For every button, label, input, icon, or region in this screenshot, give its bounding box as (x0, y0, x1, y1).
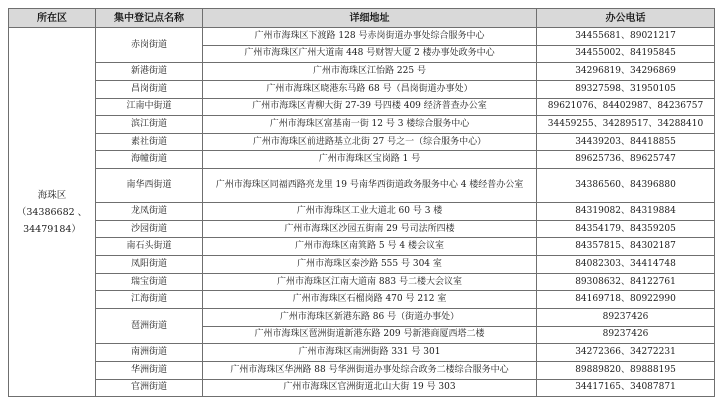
point-phone: 84169718、80922990 (537, 291, 715, 309)
point-address: 广州市海珠区宝岗路 1 号 (203, 151, 537, 169)
district-cell (9, 28, 96, 397)
point-name: 南洲街道 (96, 344, 203, 362)
point-phone: 89237426 (537, 326, 715, 344)
point-phone: 34272366、34272231 (537, 344, 715, 362)
point-name: 凤阳街道 (96, 256, 203, 274)
point-address: 广州市海珠区华洲路 88 号华洲街道办事处综合政务二楼综合服务中心 (203, 361, 537, 379)
point-phone: 34439203、84418855 (537, 133, 715, 151)
point-phone: 89327598、31950105 (537, 80, 715, 98)
table-row (9, 220, 715, 238)
table-row (9, 28, 715, 46)
point-name: 南华西街道 (96, 169, 203, 203)
point-phone: 34417165、34087871 (537, 379, 715, 397)
point-name: 滨江街道 (96, 116, 203, 134)
table-row (9, 116, 715, 134)
point-phone: 89237426 (537, 308, 715, 326)
point-name: 新港街道 (96, 63, 203, 81)
point-address: 广州市海珠区广州大道南 448 号财智大厦 2 楼办事处政务中心 (203, 45, 537, 63)
point-address: 广州市海珠区官洲街道北山大街 19 号 303 (203, 379, 537, 397)
point-address: 广州市海珠区富基南一街 12 号 3 楼综合服务中心 (203, 116, 537, 134)
point-address: 广州市海珠区琶洲街道新港东路 209 号新港商厦西塔二楼 (203, 326, 537, 344)
table-row (9, 361, 715, 379)
table-row (9, 256, 715, 274)
point-name: 江海街道 (96, 291, 203, 309)
registration-table-container (8, 8, 715, 397)
point-address: 广州市海珠区江怡路 225 号 (203, 63, 537, 81)
header-address: 详细地址 (203, 9, 537, 28)
point-address: 广州市海珠区江南大道南 883 号二楼大会议室 (203, 273, 537, 291)
point-address: 广州市海珠区南洲街路 331 号 301 (203, 344, 537, 362)
table-row (9, 169, 715, 203)
point-address: 广州市海珠区同福西路亮龙里 19 号南华西街道政务服务中心 4 楼经普办公室 (203, 169, 537, 203)
point-name: 龙凤街道 (96, 203, 203, 221)
point-address: 广州市海珠区工业大道北 60 号 3 楼 (203, 203, 537, 221)
point-name: 华洲街道 (96, 361, 203, 379)
point-name: 南石头街道 (96, 238, 203, 256)
point-name: 海幢街道 (96, 151, 203, 169)
table-row (9, 151, 715, 169)
header-phone: 办公电话 (537, 9, 715, 28)
point-name: 江南中街道 (96, 98, 203, 116)
table-row (9, 379, 715, 397)
point-address: 广州市海珠区南箕路 5 号 4 楼会议室 (203, 238, 537, 256)
point-phone: 84357815、84302187 (537, 238, 715, 256)
registration-points-table (8, 8, 715, 397)
point-phone: 89621076、84402987、84236757 (537, 98, 715, 116)
header-district: 所在区 (9, 9, 96, 28)
district-phones-line1: （34386682 、 (16, 206, 88, 218)
point-phone: 89308632、84122761 (537, 273, 715, 291)
header-registration-point: 集中登记点名称 (96, 9, 203, 28)
district-name: 海珠区 (37, 189, 67, 201)
point-phone: 34455681、89021217 (537, 28, 715, 46)
point-name: 琶洲街道 (96, 308, 203, 343)
table-row (9, 133, 715, 151)
point-address: 广州市海珠区下渡路 128 号赤岗街道办事处综合服务中心 (203, 28, 537, 46)
point-phone: 84082303、34414748 (537, 256, 715, 274)
point-name: 昌岗街道 (96, 80, 203, 98)
point-name: 素社街道 (96, 133, 203, 151)
table-row (9, 203, 715, 221)
point-name: 赤岗街道 (96, 28, 203, 63)
point-phone: 84319082、84319884 (537, 203, 715, 221)
table-row (9, 273, 715, 291)
point-address: 广州市海珠区新港东路 86 号（街道办事处） (203, 308, 537, 326)
point-phone: 34296819、34296869 (537, 63, 715, 81)
point-phone: 34455002、84195845 (537, 45, 715, 63)
table-row (9, 344, 715, 362)
point-name: 瑞宝街道 (96, 273, 203, 291)
point-address: 广州市海珠区青柳大街 27-39 号四楼 409 经济普查办公室 (203, 98, 537, 116)
table-row (9, 80, 715, 98)
point-phone: 89625736、89625747 (537, 151, 715, 169)
table-row (9, 63, 715, 81)
point-phone: 89889820、89888195 (537, 361, 715, 379)
table-row (9, 98, 715, 116)
table-row (9, 308, 715, 326)
point-name: 沙园街道 (96, 220, 203, 238)
point-address: 广州市海珠区沙园五街南 29 号司法所四楼 (203, 220, 537, 238)
point-address: 广州市海珠区泰沙路 555 号 304 室 (203, 256, 537, 274)
district-phones-line2: 34479184） (23, 223, 81, 235)
point-phone: 34386560、84396880 (537, 169, 715, 203)
point-address: 广州市海珠区晓港东马路 68 号（昌岗街道办事处） (203, 80, 537, 98)
table-header-row (9, 9, 715, 28)
point-name: 官洲街道 (96, 379, 203, 397)
point-address: 广州市海珠区石榴岗路 470 号 212 室 (203, 291, 537, 309)
table-row (9, 238, 715, 256)
point-phone: 34459255、34289517、34288410 (537, 116, 715, 134)
table-row (9, 291, 715, 309)
point-phone: 84354179、84359205 (537, 220, 715, 238)
point-address: 广州市海珠区前进路基立北街 27 号之一（综合服务中心） (203, 133, 537, 151)
